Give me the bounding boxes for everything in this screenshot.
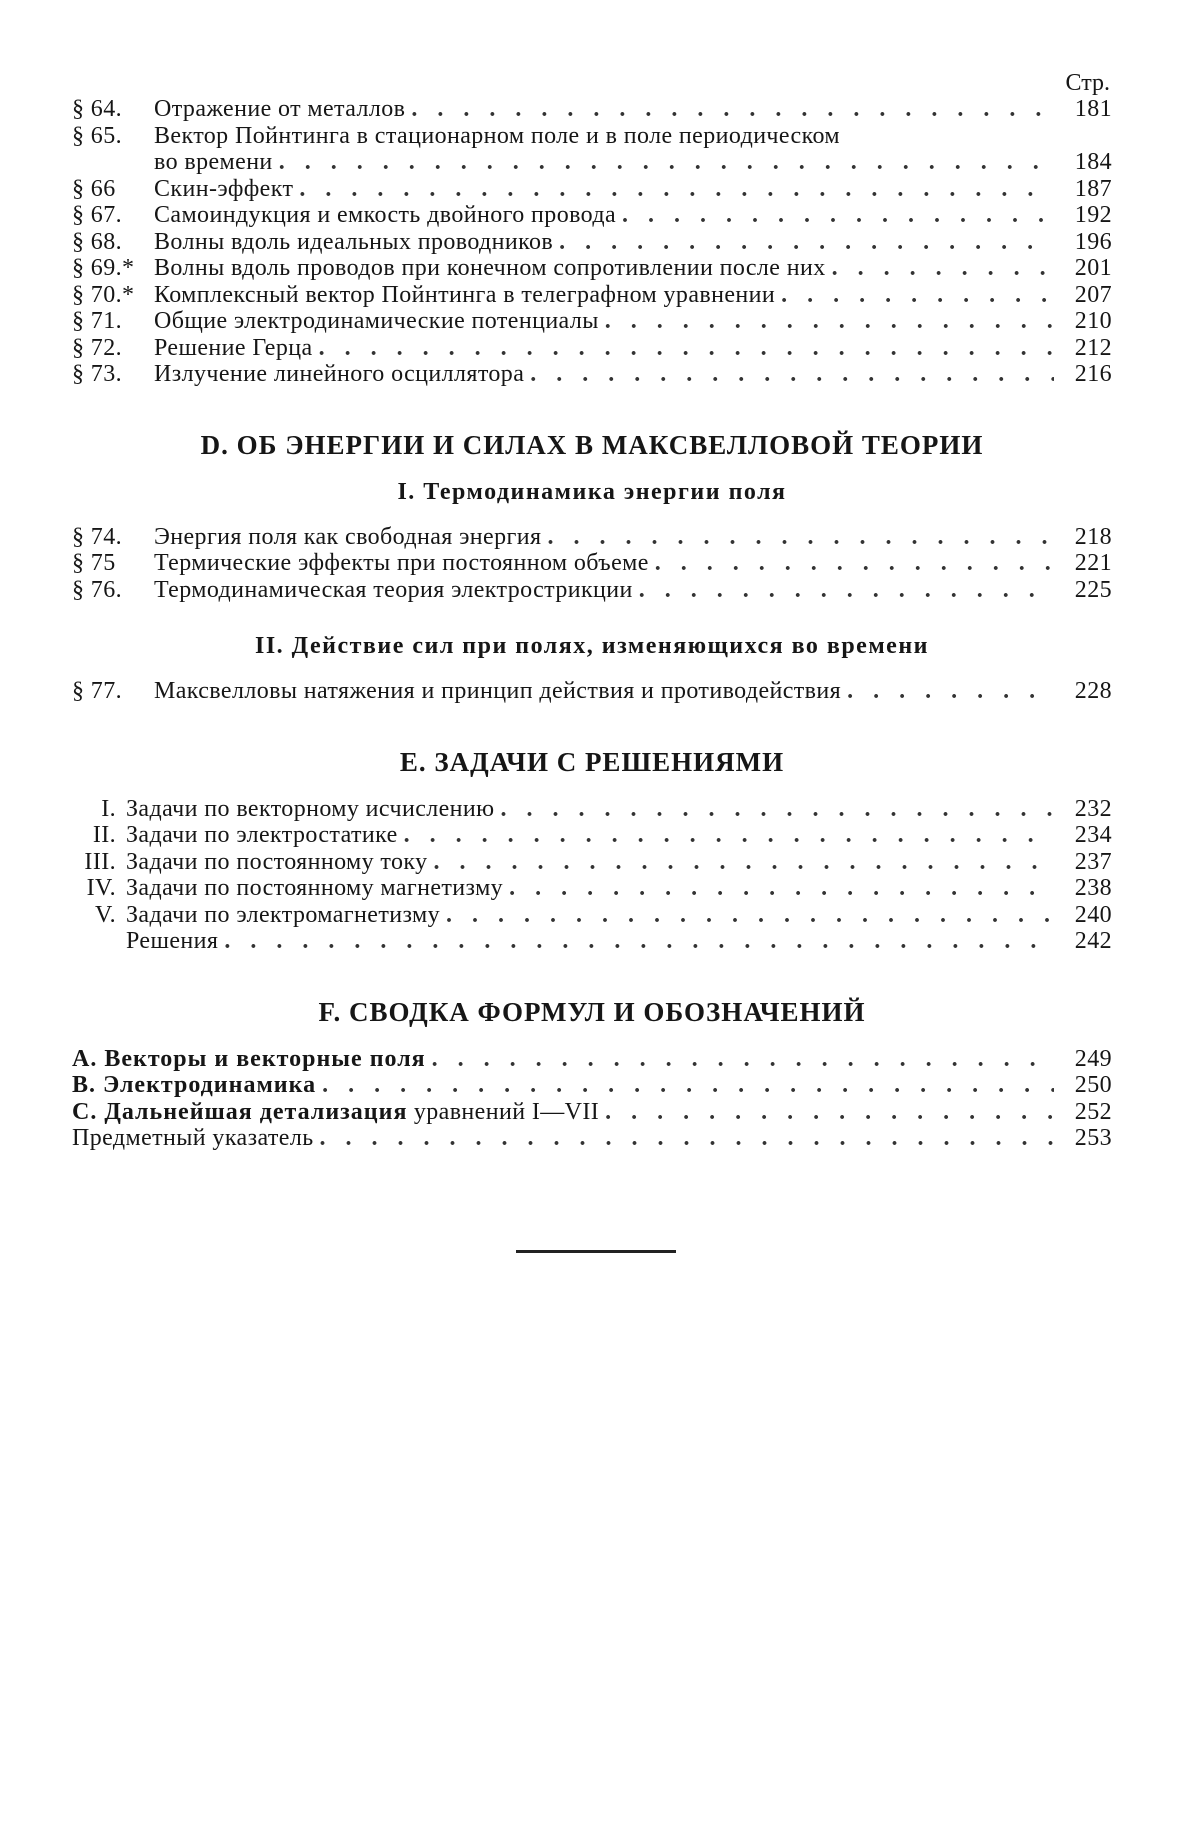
entry-title: Максвелловы натяжения и принцип действия и противодействия: [154, 678, 842, 704]
entry-page: 212: [1074, 334, 1112, 361]
entry-title-bold: C. Дальнейшая детализация: [72, 1098, 408, 1125]
entry-page: 253: [1074, 1125, 1112, 1151]
dot-leader: [319, 335, 1054, 362]
entry-page: 187: [1074, 175, 1112, 202]
toc-entry[interactable]: [72, 822, 1112, 849]
entry-title: во времени: [154, 149, 273, 175]
dot-leader: [404, 822, 1054, 849]
dot-leader: [605, 308, 1054, 335]
dot-leader: [622, 202, 1054, 229]
entry-number: § 64.: [72, 96, 122, 122]
entry-number: I.: [101, 795, 116, 822]
entry-title: Волны вдоль проводов при конечном сопротивлении после них: [154, 255, 826, 281]
entry-number: § 71.: [72, 308, 122, 334]
toc-entry[interactable]: [72, 335, 1112, 362]
entry-page: 228: [1074, 678, 1112, 704]
toc-entry[interactable]: [72, 796, 1112, 823]
entry-number: III.: [84, 848, 116, 875]
entry-number: § 66: [72, 175, 116, 202]
toc-entry[interactable]: [72, 550, 1112, 577]
dot-leader: [832, 255, 1054, 282]
entry-page: 240: [1074, 901, 1112, 928]
entry-title: Задачи по постоянному магнетизму: [126, 875, 504, 901]
end-rule: [516, 1250, 676, 1253]
toc-group-problems: [72, 796, 1112, 955]
dot-leader: [605, 1099, 1054, 1126]
entry-title: Общие электродинамические потенциалы: [154, 308, 599, 334]
dot-leader: [434, 849, 1055, 876]
entry-title: Задачи по электромагнетизму: [126, 901, 440, 928]
entry-title: Задачи по постоянному току: [126, 848, 428, 875]
toc-entry-continuation[interactable]: [72, 149, 1112, 176]
toc-entry[interactable]: [72, 849, 1112, 876]
entry-title: Волны вдоль идеальных проводников: [154, 228, 554, 255]
entry-number: § 67.: [72, 202, 122, 228]
dot-leader: [411, 96, 1054, 123]
toc-entry[interactable]: [72, 282, 1112, 309]
dot-leader: [781, 282, 1054, 309]
entry-title: Отражение от металлов: [154, 96, 406, 122]
toc-entry[interactable]: [72, 361, 1112, 388]
entry-number: § 72.: [72, 334, 122, 361]
entry-number: § 69.*: [72, 255, 135, 281]
entry-page: 192: [1074, 202, 1112, 228]
dot-leader: [847, 678, 1054, 705]
toc-entry[interactable]: [72, 255, 1112, 282]
toc-entry[interactable]: [72, 96, 1112, 123]
toc-entry[interactable]: [72, 928, 1112, 955]
entry-title: [72, 1099, 599, 1126]
entry-number: IV.: [86, 875, 116, 901]
entry-title: Термодинамическая теория электрострикции: [154, 576, 633, 603]
toc-entry[interactable]: [72, 176, 1112, 203]
page-column-label: Стр.: [1065, 70, 1110, 96]
section-d-subheading-1: I. Термодинамика энергии поля: [397, 478, 787, 505]
toc-group-formulas: [72, 1046, 1112, 1152]
entry-page: 242: [1074, 928, 1112, 954]
toc-entry[interactable]: [72, 875, 1112, 902]
entry-title-rest: уравнений I—VII: [413, 1098, 600, 1125]
entry-page: 232: [1074, 795, 1112, 822]
entry-title: Решение Герца: [154, 334, 313, 361]
entry-title: Задачи по электростатике: [126, 822, 398, 848]
entry-page: 238: [1074, 875, 1112, 901]
entry-title: Самоиндукция и емкость двойного провода: [154, 202, 617, 228]
entry-title: Решения: [126, 928, 219, 954]
dot-leader: [559, 229, 1054, 256]
entry-page: 250: [1074, 1072, 1112, 1098]
entry-title: Вектор Пойнтинга в стационарном поле и в поле периодическом: [154, 122, 840, 149]
toc-group-thermodynamics: [72, 524, 1112, 604]
dot-leader: [279, 149, 1054, 176]
entry-number: V.: [94, 901, 116, 928]
entry-number: § 74.: [72, 523, 122, 550]
toc-entry[interactable]: [72, 577, 1112, 604]
dot-leader: [320, 1125, 1054, 1152]
entry-page: 184: [1074, 149, 1112, 175]
entry-number: § 77.: [72, 678, 122, 704]
entry-page: 225: [1074, 576, 1112, 603]
toc-entry[interactable]: [72, 123, 1112, 150]
toc-entry[interactable]: [72, 1099, 1112, 1126]
entry-number: § 76.: [72, 576, 122, 603]
entry-title: Задачи по векторному исчислению: [126, 795, 495, 822]
toc-entry[interactable]: [72, 902, 1112, 929]
toc-entry[interactable]: [72, 1072, 1112, 1099]
section-d-subheading-2: II. Действие сил при полях, изменяющихся во времени: [255, 633, 929, 659]
dot-leader: [509, 875, 1054, 902]
dot-leader: [224, 928, 1054, 955]
entry-number: II.: [92, 822, 116, 848]
entry-page: 216: [1074, 361, 1112, 387]
toc-entry[interactable]: [72, 202, 1112, 229]
entry-title: Энергия поля как свободная энергия: [154, 523, 542, 550]
section-d-heading: D. ОБ ЭНЕРГИИ И СИЛАХ В МАКСВЕЛЛОВОЙ ТЕОРИИ: [200, 429, 984, 460]
entry-title: Излучение линейного осциллятора: [154, 361, 525, 387]
section-e-heading: E. ЗАДАЧИ С РЕШЕНИЯМИ: [399, 746, 785, 777]
entry-number: § 65.: [72, 122, 122, 149]
section-f-heading: F. СВОДКА ФОРМУЛ И ОБОЗНАЧЕНИЙ: [318, 996, 866, 1027]
entry-title: Предметный указатель: [72, 1125, 314, 1151]
entry-title: A. Векторы и векторные поля: [72, 1045, 426, 1072]
entry-number: § 68.: [72, 228, 122, 255]
dot-leader: [446, 902, 1054, 929]
entry-page: 249: [1074, 1045, 1112, 1072]
dot-leader: [322, 1072, 1054, 1099]
toc-entry[interactable]: [72, 678, 1112, 705]
entry-number: § 75: [72, 550, 116, 576]
toc-group-forces: [72, 678, 1112, 705]
dot-leader: [432, 1046, 1054, 1073]
entry-page: 201: [1074, 255, 1112, 281]
toc-entry[interactable]: [72, 524, 1112, 551]
dot-leader: [547, 524, 1054, 551]
dot-leader: [501, 796, 1055, 823]
toc-entry[interactable]: [72, 1046, 1112, 1073]
dot-leader: [639, 577, 1054, 604]
dot-leader: [530, 361, 1054, 388]
entry-title: Скин-эффект: [154, 175, 294, 202]
entry-page: 218: [1074, 523, 1112, 550]
entry-page: 196: [1074, 228, 1112, 255]
toc-page: [72, 70, 1112, 1152]
entry-number: § 73.: [72, 361, 122, 387]
entry-page: 252: [1074, 1098, 1112, 1125]
toc-entry[interactable]: [72, 229, 1112, 256]
entry-page: 237: [1074, 848, 1112, 875]
dot-leader: [655, 550, 1054, 577]
entry-number: § 70.*: [72, 281, 135, 308]
entry-title: B. Электродинамика: [72, 1072, 317, 1098]
entry-title: Комплексный вектор Пойнтинга в телеграфном уравнении: [154, 281, 776, 308]
toc-entry[interactable]: [72, 308, 1112, 335]
toc-group-electrodynamics: [72, 96, 1112, 388]
dot-leader: [299, 176, 1054, 203]
toc-entry[interactable]: [72, 1125, 1112, 1152]
entry-page: 234: [1074, 822, 1112, 848]
entry-page: 210: [1074, 308, 1112, 334]
entry-page: 207: [1074, 281, 1112, 308]
entry-title: Термические эффекты при постоянном объеме: [154, 550, 649, 576]
entry-page: 181: [1074, 96, 1112, 122]
entry-page: 221: [1074, 550, 1112, 576]
